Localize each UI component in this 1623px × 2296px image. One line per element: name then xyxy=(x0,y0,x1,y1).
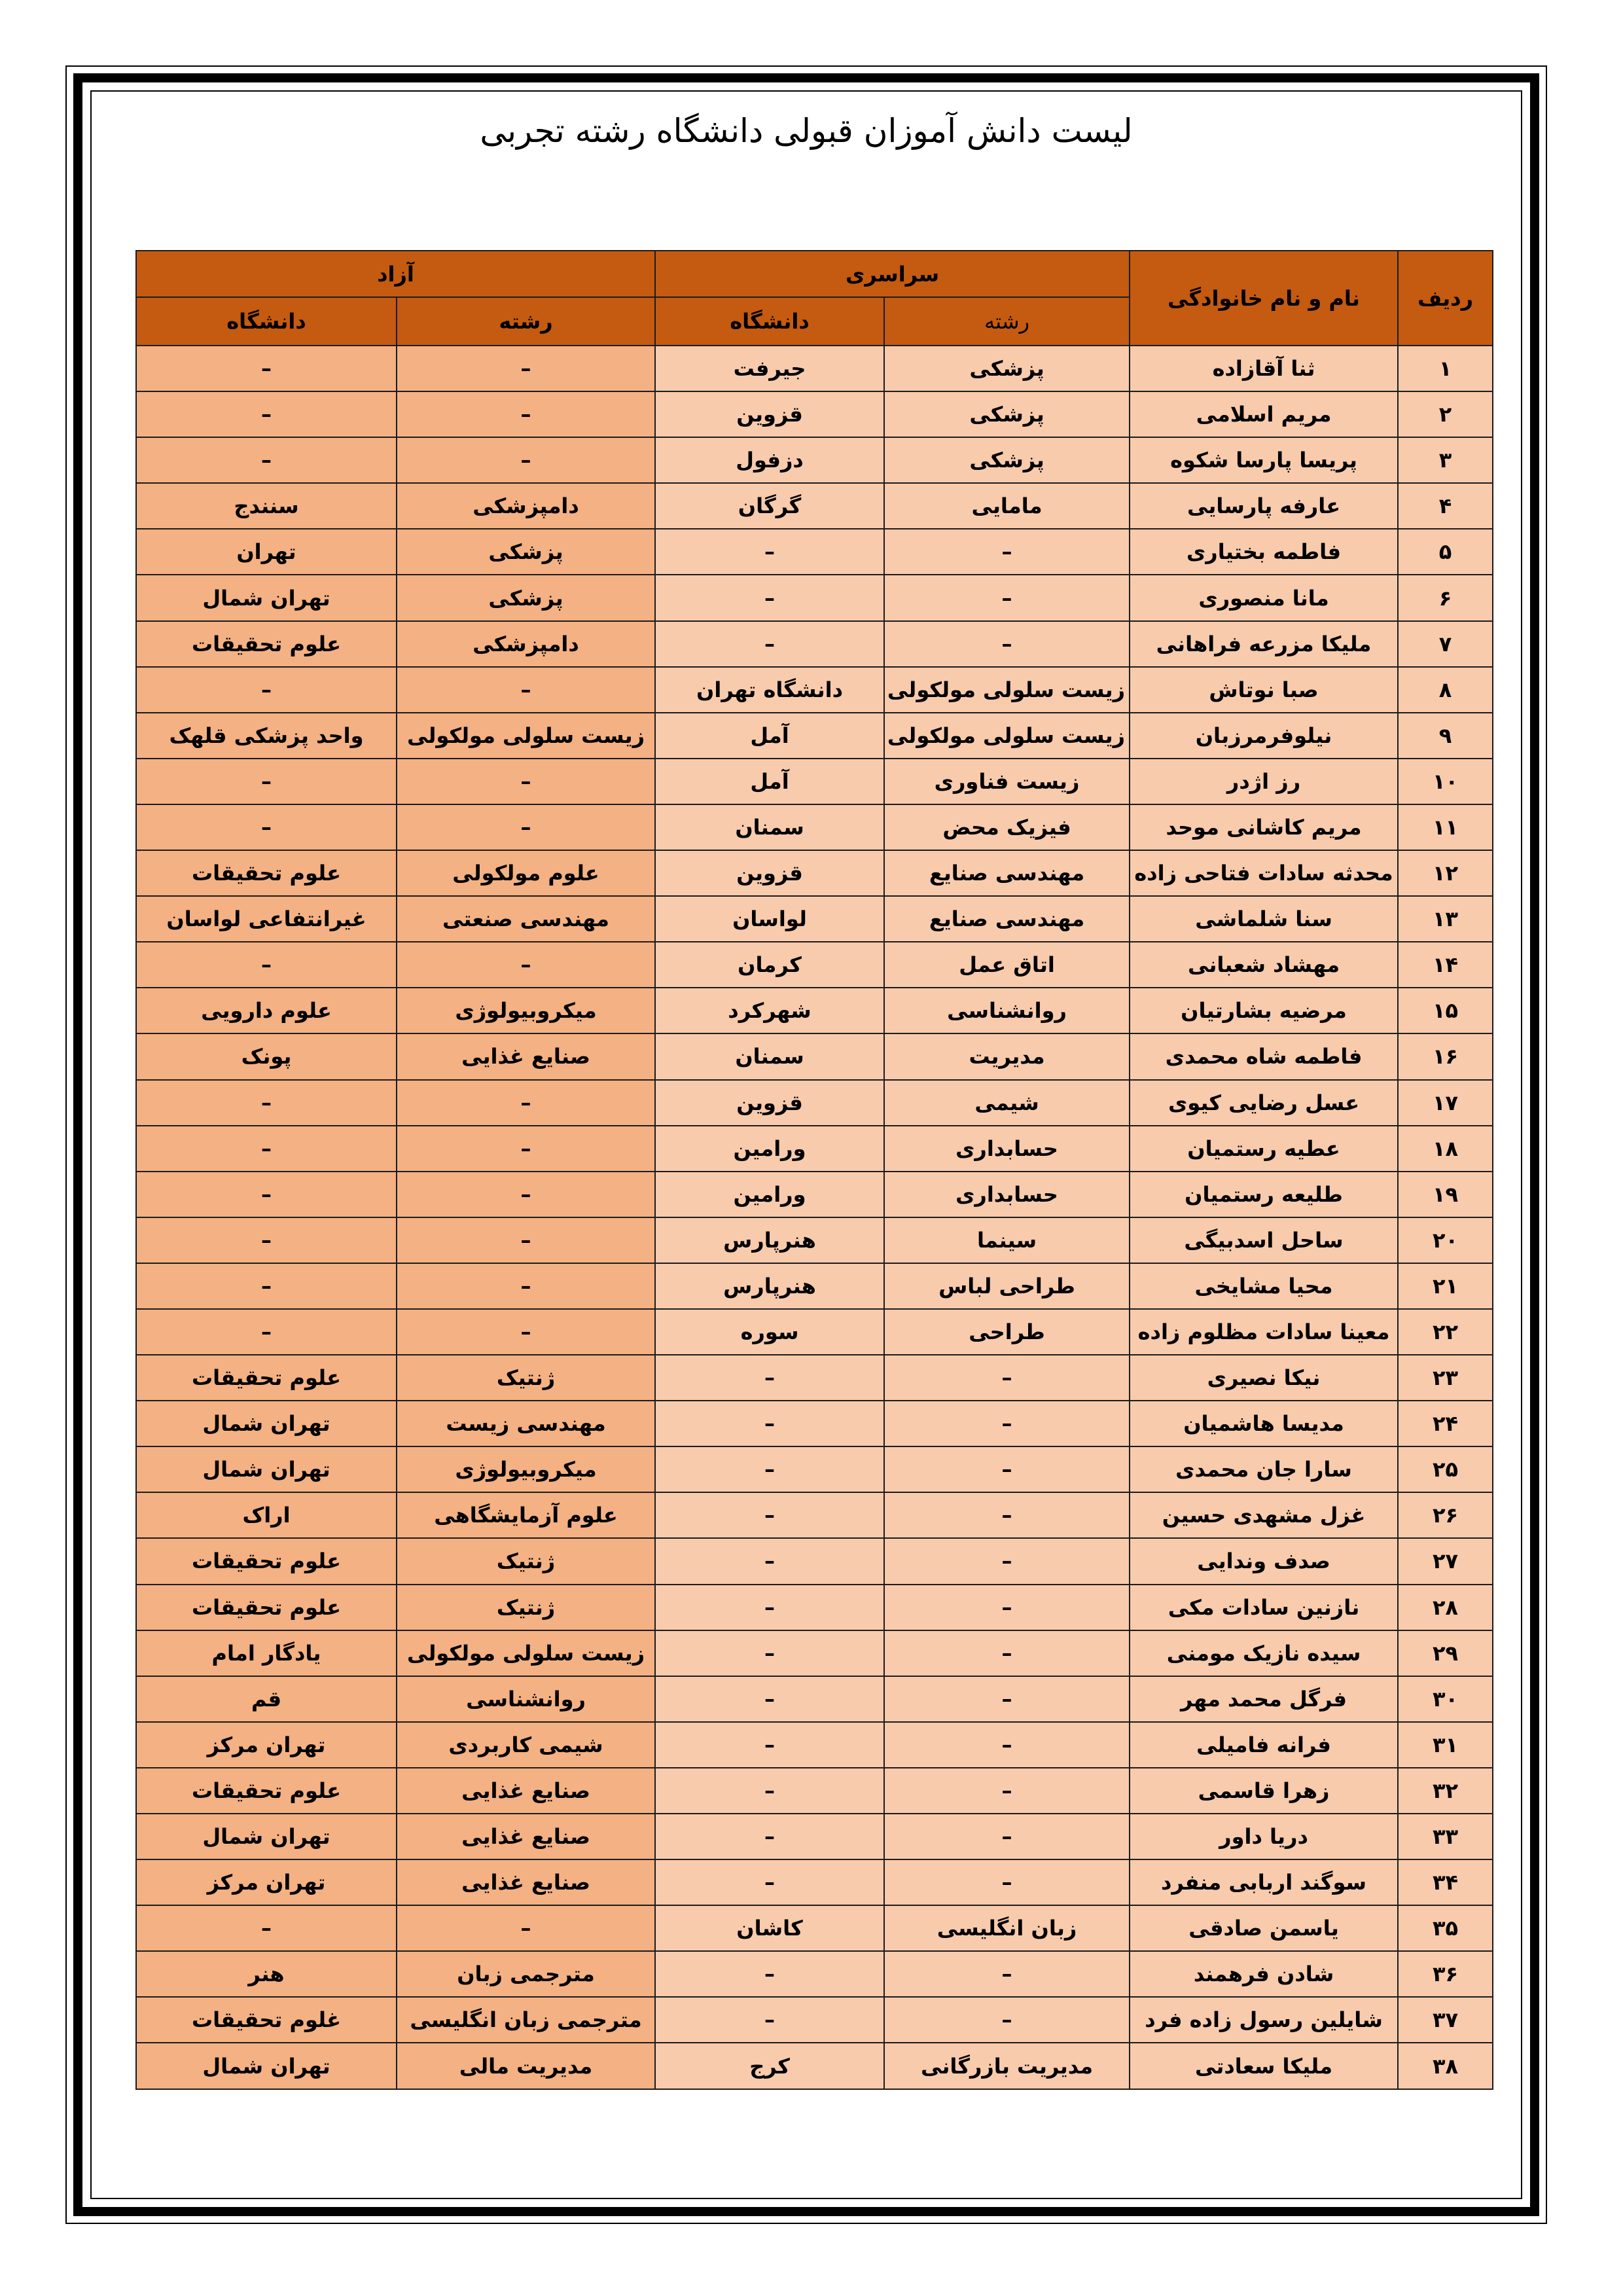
cell-sarasari-reshte: – xyxy=(884,1676,1130,1722)
cell-radif: ۲۹ xyxy=(1398,1630,1493,1676)
cell-radif: ۱۴ xyxy=(1398,942,1493,988)
cell-azad-reshte: صنایع غذایی xyxy=(397,1768,655,1814)
cell-azad-daneshgah: تهران مرکز xyxy=(136,1722,397,1768)
cell-sarasari-daneshgah: قزوین xyxy=(655,850,884,896)
cell-sarasari-reshte: مامایی xyxy=(884,483,1130,529)
cell-sarasari-daneshgah: – xyxy=(655,1446,884,1492)
cell-sarasari-reshte: – xyxy=(884,1355,1130,1401)
cell-name: صبا نوتاش xyxy=(1130,667,1398,713)
cell-name: محیا مشایخی xyxy=(1130,1263,1398,1309)
cell-sarasari-reshte: – xyxy=(884,529,1130,575)
cell-radif: ۲۰ xyxy=(1398,1217,1493,1263)
cell-sarasari-daneshgah: جیرفت xyxy=(655,346,884,391)
cell-sarasari-reshte: – xyxy=(884,1859,1130,1905)
cell-name: دریا داور xyxy=(1130,1814,1398,1859)
cell-name: مریم کاشانی موحد xyxy=(1130,804,1398,850)
cell-sarasari-reshte: – xyxy=(884,1630,1130,1676)
table-row xyxy=(136,896,1493,942)
cell-azad-reshte: علوم مولکولی xyxy=(397,850,655,896)
cell-azad-daneshgah: – xyxy=(136,1172,397,1217)
cell-azad-reshte: ژنتیک xyxy=(397,1538,655,1584)
cell-azad-daneshgah: علوم تحقیقات xyxy=(136,1585,397,1630)
page-title: لیست دانش آموزان قبولی دانشگاه رشته تجربی xyxy=(480,112,1133,150)
cell-sarasari-daneshgah: قزوین xyxy=(655,391,884,437)
cell-azad-daneshgah: علوم دارویی xyxy=(136,988,397,1033)
cell-azad-daneshgah: – xyxy=(136,437,397,483)
header-sarasari-daneshgah: دانشگاه xyxy=(655,297,884,346)
cell-sarasari-reshte: – xyxy=(884,1997,1130,2043)
cell-name: مهشاد شعبانی xyxy=(1130,942,1398,988)
table-row xyxy=(136,1446,1493,1492)
header-azad: آزاد xyxy=(136,251,655,297)
cell-sarasari-reshte: مهندسی صنایع xyxy=(884,850,1130,896)
table-row xyxy=(136,1033,1493,1079)
cell-radif: ۷ xyxy=(1398,621,1493,667)
cell-sarasari-daneshgah: – xyxy=(655,529,884,575)
cell-radif: ۳۶ xyxy=(1398,1951,1493,1997)
cell-azad-daneshgah: غیرانتفاعی لواسان xyxy=(136,896,397,942)
table-row xyxy=(136,1263,1493,1309)
cell-sarasari-daneshgah: – xyxy=(655,1492,884,1538)
cell-azad-daneshgah: یادگار امام xyxy=(136,1630,397,1676)
table-row xyxy=(136,667,1493,713)
cell-azad-reshte: – xyxy=(397,1263,655,1309)
cell-azad-reshte: – xyxy=(397,437,655,483)
cell-azad-reshte: صنایع غذایی xyxy=(397,1033,655,1079)
cell-azad-reshte: مهندسی زیست xyxy=(397,1401,655,1446)
cell-sarasari-daneshgah: گرگان xyxy=(655,483,884,529)
table-row xyxy=(136,850,1493,896)
cell-azad-daneshgah: پونک xyxy=(136,1033,397,1079)
table-row xyxy=(136,713,1493,759)
cell-name: رز اژدر xyxy=(1130,759,1398,804)
cell-sarasari-daneshgah: هنرپارس xyxy=(655,1263,884,1309)
cell-radif: ۱ xyxy=(1398,346,1493,391)
cell-radif: ۲۴ xyxy=(1398,1401,1493,1446)
cell-name: محدثه سادات فتاحی زاده xyxy=(1130,850,1398,896)
cell-name: فاطمه بختیاری xyxy=(1130,529,1398,575)
cell-radif: ۲۷ xyxy=(1398,1538,1493,1584)
cell-sarasari-reshte: طراحی لباس xyxy=(884,1263,1130,1309)
table-row xyxy=(136,1722,1493,1768)
cell-name: ملیکا سعادتی xyxy=(1130,2043,1398,2089)
cell-sarasari-daneshgah: – xyxy=(655,1722,884,1768)
cell-name: نیلوفرمرزبان xyxy=(1130,713,1398,759)
cell-name: معینا سادات مظلوم زاده xyxy=(1130,1309,1398,1355)
cell-name: مدیسا هاشمیان xyxy=(1130,1401,1398,1446)
cell-sarasari-reshte: شیمی xyxy=(884,1080,1130,1126)
cell-radif: ۱۵ xyxy=(1398,988,1493,1033)
cell-sarasari-reshte: مدیریت بازرگانی xyxy=(884,2043,1130,2089)
cell-sarasari-daneshgah: کاشان xyxy=(655,1905,884,1951)
cell-sarasari-daneshgah: آمل xyxy=(655,759,884,804)
cell-azad-reshte: – xyxy=(397,346,655,391)
cell-radif: ۵ xyxy=(1398,529,1493,575)
table-body xyxy=(136,346,1493,2089)
cell-name: سیده نازیک مومنی xyxy=(1130,1630,1398,1676)
table-row xyxy=(136,1814,1493,1859)
cell-name: عطیه رستمیان xyxy=(1130,1126,1398,1172)
cell-sarasari-daneshgah: قزوین xyxy=(655,1080,884,1126)
table-row xyxy=(136,437,1493,483)
cell-sarasari-reshte: – xyxy=(884,575,1130,620)
table-row xyxy=(136,942,1493,988)
cell-radif: ۱۲ xyxy=(1398,850,1493,896)
cell-name: مرضیه بشارتیان xyxy=(1130,988,1398,1033)
cell-radif: ۳۳ xyxy=(1398,1814,1493,1859)
cell-name: فرانه فامیلی xyxy=(1130,1722,1398,1768)
cell-azad-daneshgah: – xyxy=(136,804,397,850)
cell-name: ملیکا مزرعه فراهانی xyxy=(1130,621,1398,667)
cell-azad-reshte: – xyxy=(397,1080,655,1126)
cell-radif: ۲۳ xyxy=(1398,1355,1493,1401)
cell-sarasari-reshte: اتاق عمل xyxy=(884,942,1130,988)
cell-radif: ۲۸ xyxy=(1398,1585,1493,1630)
cell-azad-reshte: صنایع غذایی xyxy=(397,1859,655,1905)
cell-name: سوگند اربابی منفرد xyxy=(1130,1859,1398,1905)
cell-name: شادن فرهمند xyxy=(1130,1951,1398,1997)
cell-sarasari-reshte: طراحی xyxy=(884,1309,1130,1355)
cell-name: طلیعه رستمیان xyxy=(1130,1172,1398,1217)
table-row xyxy=(136,1080,1493,1126)
cell-radif: ۱۹ xyxy=(1398,1172,1493,1217)
cell-azad-reshte: – xyxy=(397,1172,655,1217)
cell-sarasari-daneshgah: سمنان xyxy=(655,804,884,850)
cell-name: زهرا قاسمی xyxy=(1130,1768,1398,1814)
cell-radif: ۴ xyxy=(1398,483,1493,529)
cell-sarasari-reshte: – xyxy=(884,1585,1130,1630)
cell-azad-daneshgah: تهران xyxy=(136,529,397,575)
cell-radif: ۶ xyxy=(1398,575,1493,620)
header-azad-reshte: رشته xyxy=(397,297,655,346)
cell-azad-reshte: – xyxy=(397,1126,655,1172)
cell-sarasari-daneshgah: – xyxy=(655,621,884,667)
cell-name: ثنا آقازاده xyxy=(1130,346,1398,391)
cell-sarasari-daneshgah: ورامین xyxy=(655,1126,884,1172)
cell-radif: ۲۲ xyxy=(1398,1309,1493,1355)
cell-sarasari-daneshgah: لواسان xyxy=(655,896,884,942)
table-row xyxy=(136,988,1493,1033)
table-row xyxy=(136,1585,1493,1630)
admissions-table xyxy=(135,250,1493,2090)
header-name: نام و نام خانوادگی xyxy=(1130,251,1398,346)
cell-sarasari-daneshgah: دزفول xyxy=(655,437,884,483)
cell-azad-daneshgah: – xyxy=(136,1217,397,1263)
table-row xyxy=(136,483,1493,529)
cell-radif: ۳۵ xyxy=(1398,1905,1493,1951)
header-sarasari: سراسری xyxy=(655,251,1130,297)
cell-azad-reshte: روانشناسی xyxy=(397,1676,655,1722)
cell-name: ساحل اسدبیگی xyxy=(1130,1217,1398,1263)
cell-azad-daneshgah: – xyxy=(136,1905,397,1951)
cell-azad-daneshgah: – xyxy=(136,942,397,988)
cell-azad-reshte: علوم آزمایشگاهی xyxy=(397,1492,655,1538)
cell-sarasari-daneshgah: – xyxy=(655,1355,884,1401)
cell-azad-reshte: زیست سلولی مولکولی xyxy=(397,713,655,759)
table-row xyxy=(136,1126,1493,1172)
cell-azad-daneshgah: تهران مرکز xyxy=(136,1859,397,1905)
cell-sarasari-reshte: – xyxy=(884,1768,1130,1814)
cell-sarasari-daneshgah: شهرکرد xyxy=(655,988,884,1033)
cell-azad-reshte: دامپزشکی xyxy=(397,621,655,667)
cell-sarasari-daneshgah: سوره xyxy=(655,1309,884,1355)
cell-azad-daneshgah: علوم تحقیقات xyxy=(136,621,397,667)
table-row xyxy=(136,1538,1493,1584)
cell-sarasari-daneshgah: کرمان xyxy=(655,942,884,988)
cell-azad-reshte: – xyxy=(397,1217,655,1263)
cell-sarasari-daneshgah: – xyxy=(655,1814,884,1859)
header-azad-daneshgah: دانشگاه xyxy=(136,297,397,346)
cell-azad-daneshgah: – xyxy=(136,759,397,804)
cell-sarasari-daneshgah: – xyxy=(655,1538,884,1584)
cell-radif: ۲ xyxy=(1398,391,1493,437)
cell-azad-daneshgah: قم xyxy=(136,1676,397,1722)
cell-radif: ۳۲ xyxy=(1398,1768,1493,1814)
cell-sarasari-reshte: پزشکی xyxy=(884,391,1130,437)
cell-azad-daneshgah: تهران شمال xyxy=(136,1446,397,1492)
cell-sarasari-daneshgah: – xyxy=(655,1997,884,2043)
cell-azad-reshte: – xyxy=(397,667,655,713)
cell-azad-reshte: صنایع غذایی xyxy=(397,1814,655,1859)
cell-sarasari-reshte: – xyxy=(884,1722,1130,1768)
table-row xyxy=(136,1951,1493,1997)
cell-name: نیکا نصیری xyxy=(1130,1355,1398,1401)
cell-radif: ۹ xyxy=(1398,713,1493,759)
cell-radif: ۸ xyxy=(1398,667,1493,713)
cell-sarasari-reshte: مهندسی صنایع xyxy=(884,896,1130,942)
cell-sarasari-daneshgah: – xyxy=(655,1951,884,1997)
table-row xyxy=(136,804,1493,850)
cell-azad-daneshgah: غلوم تحقیقات xyxy=(136,1997,397,2043)
cell-name: شایلین رسول زاده فرد xyxy=(1130,1997,1398,2043)
cell-azad-reshte: میکروبیولوژی xyxy=(397,1446,655,1492)
cell-name: پریسا پارسا شکوه xyxy=(1130,437,1398,483)
cell-sarasari-reshte: سینما xyxy=(884,1217,1130,1263)
cell-sarasari-daneshgah: سمنان xyxy=(655,1033,884,1079)
cell-azad-reshte: – xyxy=(397,804,655,850)
cell-radif: ۱۶ xyxy=(1398,1033,1493,1079)
header-sarasari-reshte: رشته xyxy=(884,297,1130,346)
table-row xyxy=(136,1768,1493,1814)
table-row xyxy=(136,346,1493,391)
cell-azad-daneshgah: – xyxy=(136,391,397,437)
cell-radif: ۳۷ xyxy=(1398,1997,1493,2043)
cell-sarasari-daneshgah: کرج xyxy=(655,2043,884,2089)
cell-azad-reshte: مترجمی زبان انگلیسی xyxy=(397,1997,655,2043)
table-row xyxy=(136,621,1493,667)
table-row xyxy=(136,1859,1493,1905)
cell-sarasari-reshte: فیزیک محض xyxy=(884,804,1130,850)
table-row xyxy=(136,529,1493,575)
cell-azad-reshte: – xyxy=(397,1309,655,1355)
cell-azad-reshte: شیمی کاربردی xyxy=(397,1722,655,1768)
cell-azad-daneshgah: علوم تحقیقات xyxy=(136,1768,397,1814)
cell-azad-daneshgah: – xyxy=(136,667,397,713)
cell-radif: ۲۱ xyxy=(1398,1263,1493,1309)
cell-sarasari-reshte: زیست سلولی مولکولی xyxy=(884,667,1130,713)
cell-azad-daneshgah: علوم تحقیقات xyxy=(136,1538,397,1584)
cell-name: عسل رضایی کیوی xyxy=(1130,1080,1398,1126)
cell-sarasari-reshte: مدیریت xyxy=(884,1033,1130,1079)
cell-sarasari-reshte: پزشکی xyxy=(884,437,1130,483)
cell-azad-reshte: – xyxy=(397,942,655,988)
cell-sarasari-daneshgah: آمل xyxy=(655,713,884,759)
cell-azad-daneshgah: واحد پزشکی قلهک xyxy=(136,713,397,759)
table-row xyxy=(136,1676,1493,1722)
cell-azad-daneshgah: تهران شمال xyxy=(136,1401,397,1446)
table-row xyxy=(136,1997,1493,2043)
table-row xyxy=(136,575,1493,620)
cell-azad-reshte: زیست سلولی مولکولی xyxy=(397,1630,655,1676)
cell-sarasari-daneshgah: – xyxy=(655,1676,884,1722)
cell-azad-daneshgah: علوم تحقیقات xyxy=(136,850,397,896)
cell-sarasari-reshte: – xyxy=(884,1401,1130,1446)
cell-sarasari-reshte: زیست فناوری xyxy=(884,759,1130,804)
cell-azad-daneshgah: هنر xyxy=(136,1951,397,1997)
header-radif: ردیف xyxy=(1398,251,1493,346)
table-row xyxy=(136,1217,1493,1263)
cell-azad-daneshgah: تهران شمال xyxy=(136,2043,397,2089)
cell-name: یاسمن صادقی xyxy=(1130,1905,1398,1951)
cell-name: نازنین سادات مکی xyxy=(1130,1585,1398,1630)
cell-sarasari-reshte: زبان انگلیسی xyxy=(884,1905,1130,1951)
cell-radif: ۳۱ xyxy=(1398,1722,1493,1768)
cell-radif: ۱۱ xyxy=(1398,804,1493,850)
cell-radif: ۳۸ xyxy=(1398,2043,1493,2089)
table-row xyxy=(136,2043,1493,2089)
cell-radif: ۳۰ xyxy=(1398,1676,1493,1722)
table-row xyxy=(136,1492,1493,1538)
cell-sarasari-reshte: – xyxy=(884,1951,1130,1997)
cell-sarasari-reshte: پزشکی xyxy=(884,346,1130,391)
cell-sarasari-reshte: روانشناسی xyxy=(884,988,1130,1033)
cell-name: مریم اسلامی xyxy=(1130,391,1398,437)
cell-name: فاطمه شاه محمدی xyxy=(1130,1033,1398,1079)
cell-azad-reshte: ژنتیک xyxy=(397,1585,655,1630)
cell-azad-daneshgah: سنندج xyxy=(136,483,397,529)
cell-sarasari-reshte: حسابداری xyxy=(884,1126,1130,1172)
cell-sarasari-daneshgah: دانشگاه تهران xyxy=(655,667,884,713)
cell-azad-reshte: دامپزشکی xyxy=(397,483,655,529)
cell-azad-reshte: مهندسی صنعتی xyxy=(397,896,655,942)
cell-azad-reshte: مترجمی زبان xyxy=(397,1951,655,1997)
cell-name: غزل مشهدی حسین xyxy=(1130,1492,1398,1538)
cell-azad-reshte: – xyxy=(397,1905,655,1951)
cell-name: صدف وندایی xyxy=(1130,1538,1398,1584)
cell-radif: ۳ xyxy=(1398,437,1493,483)
table-row xyxy=(136,1355,1493,1401)
cell-azad-daneshgah: – xyxy=(136,1080,397,1126)
cell-azad-daneshgah: – xyxy=(136,346,397,391)
cell-sarasari-daneshgah: – xyxy=(655,1768,884,1814)
cell-azad-daneshgah: – xyxy=(136,1126,397,1172)
header-row-groups xyxy=(136,251,1493,297)
cell-sarasari-reshte: – xyxy=(884,1446,1130,1492)
cell-sarasari-reshte: – xyxy=(884,621,1130,667)
cell-azad-daneshgah: علوم تحقیقات xyxy=(136,1355,397,1401)
cell-radif: ۲۶ xyxy=(1398,1492,1493,1538)
cell-radif: ۳۴ xyxy=(1398,1859,1493,1905)
cell-sarasari-daneshgah: – xyxy=(655,1859,884,1905)
table-row xyxy=(136,1172,1493,1217)
table-row xyxy=(136,1630,1493,1676)
cell-radif: ۱۳ xyxy=(1398,896,1493,942)
cell-name: سنا شلماشی xyxy=(1130,896,1398,942)
table-row xyxy=(136,1905,1493,1951)
table-row xyxy=(136,1401,1493,1446)
cell-sarasari-reshte: – xyxy=(884,1538,1130,1584)
cell-azad-daneshgah: – xyxy=(136,1309,397,1355)
cell-azad-reshte: پزشکی xyxy=(397,575,655,620)
cell-azad-reshte: ژنتیک xyxy=(397,1355,655,1401)
table-row xyxy=(136,1309,1493,1355)
cell-radif: ۱۸ xyxy=(1398,1126,1493,1172)
cell-azad-reshte: – xyxy=(397,759,655,804)
cell-azad-reshte: – xyxy=(397,391,655,437)
cell-radif: ۲۵ xyxy=(1398,1446,1493,1492)
cell-azad-daneshgah: تهران شمال xyxy=(136,1814,397,1859)
cell-name: مانا منصوری xyxy=(1130,575,1398,620)
table-row xyxy=(136,759,1493,804)
cell-name: عارفه پارسایی xyxy=(1130,483,1398,529)
cell-name: سارا جان محمدی xyxy=(1130,1446,1398,1492)
cell-sarasari-daneshgah: – xyxy=(655,1401,884,1446)
cell-sarasari-reshte: حسابداری xyxy=(884,1172,1130,1217)
cell-azad-reshte: میکروبیولوژی xyxy=(397,988,655,1033)
cell-name: فرگل محمد مهر xyxy=(1130,1676,1398,1722)
cell-sarasari-daneshgah: – xyxy=(655,1585,884,1630)
table-row xyxy=(136,391,1493,437)
cell-azad-daneshgah: اراک xyxy=(136,1492,397,1538)
cell-radif: ۱۷ xyxy=(1398,1080,1493,1126)
cell-sarasari-daneshgah: – xyxy=(655,1630,884,1676)
cell-azad-reshte: مدیریت مالی xyxy=(397,2043,655,2089)
cell-sarasari-reshte: زیست سلولی مولکولی xyxy=(884,713,1130,759)
cell-azad-daneshgah: – xyxy=(136,1263,397,1309)
cell-azad-daneshgah: تهران شمال xyxy=(136,575,397,620)
cell-sarasari-reshte: – xyxy=(884,1492,1130,1538)
cell-radif: ۱۰ xyxy=(1398,759,1493,804)
cell-azad-reshte: پزشکی xyxy=(397,529,655,575)
cell-sarasari-daneshgah: – xyxy=(655,575,884,620)
cell-sarasari-reshte: – xyxy=(884,1814,1130,1859)
cell-sarasari-daneshgah: هنرپارس xyxy=(655,1217,884,1263)
cell-sarasari-daneshgah: ورامین xyxy=(655,1172,884,1217)
